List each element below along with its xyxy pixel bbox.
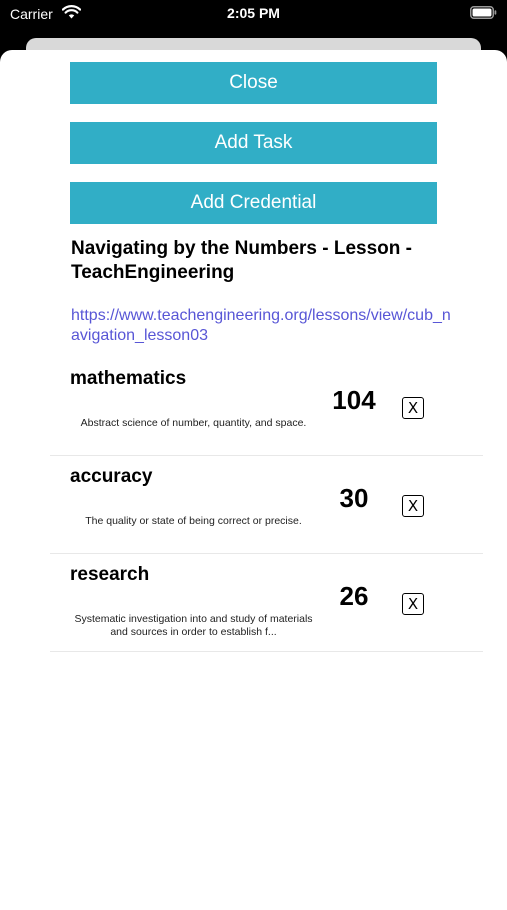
status-bar <box>0 0 507 30</box>
close-button[interactable]: Close <box>70 62 437 104</box>
term-count: 26 <box>339 581 369 611</box>
term-description: Abstract science of number, quantity, and space. <box>80 417 307 429</box>
add-task-button[interactable]: Add Task <box>70 122 437 164</box>
clock: 2:05 PM <box>227 5 280 21</box>
term-description: The quality or state of being correct or precise. <box>85 515 302 527</box>
battery-full-icon <box>470 6 497 19</box>
page-title: Navigating by the Numbers - Lesson - TeachEngineering <box>71 238 412 283</box>
page-url-link[interactable]: https://www.teachengineering.org/lessons/view/cub_navigation_lesson03 <box>71 307 451 344</box>
term-row-accuracy <box>50 455 483 554</box>
term-name: mathematics <box>70 368 187 389</box>
term-row-research <box>50 553 483 652</box>
term-count: 104 <box>332 385 376 415</box>
term-count: 30 <box>339 483 369 513</box>
add-credential-button[interactable]: Add Credential <box>70 182 437 224</box>
term-row-mathematics <box>50 357 483 456</box>
remove-term-button[interactable]: X <box>402 495 424 517</box>
term-description: Systematic investigation into and study of materials and sources in order to establish f... <box>74 613 313 638</box>
remove-term-button[interactable]: X <box>402 593 424 615</box>
term-name: accuracy <box>70 466 153 487</box>
term-name: research <box>70 564 150 585</box>
remove-term-button[interactable]: X <box>402 397 424 419</box>
carrier-label: Carrier <box>10 6 53 22</box>
